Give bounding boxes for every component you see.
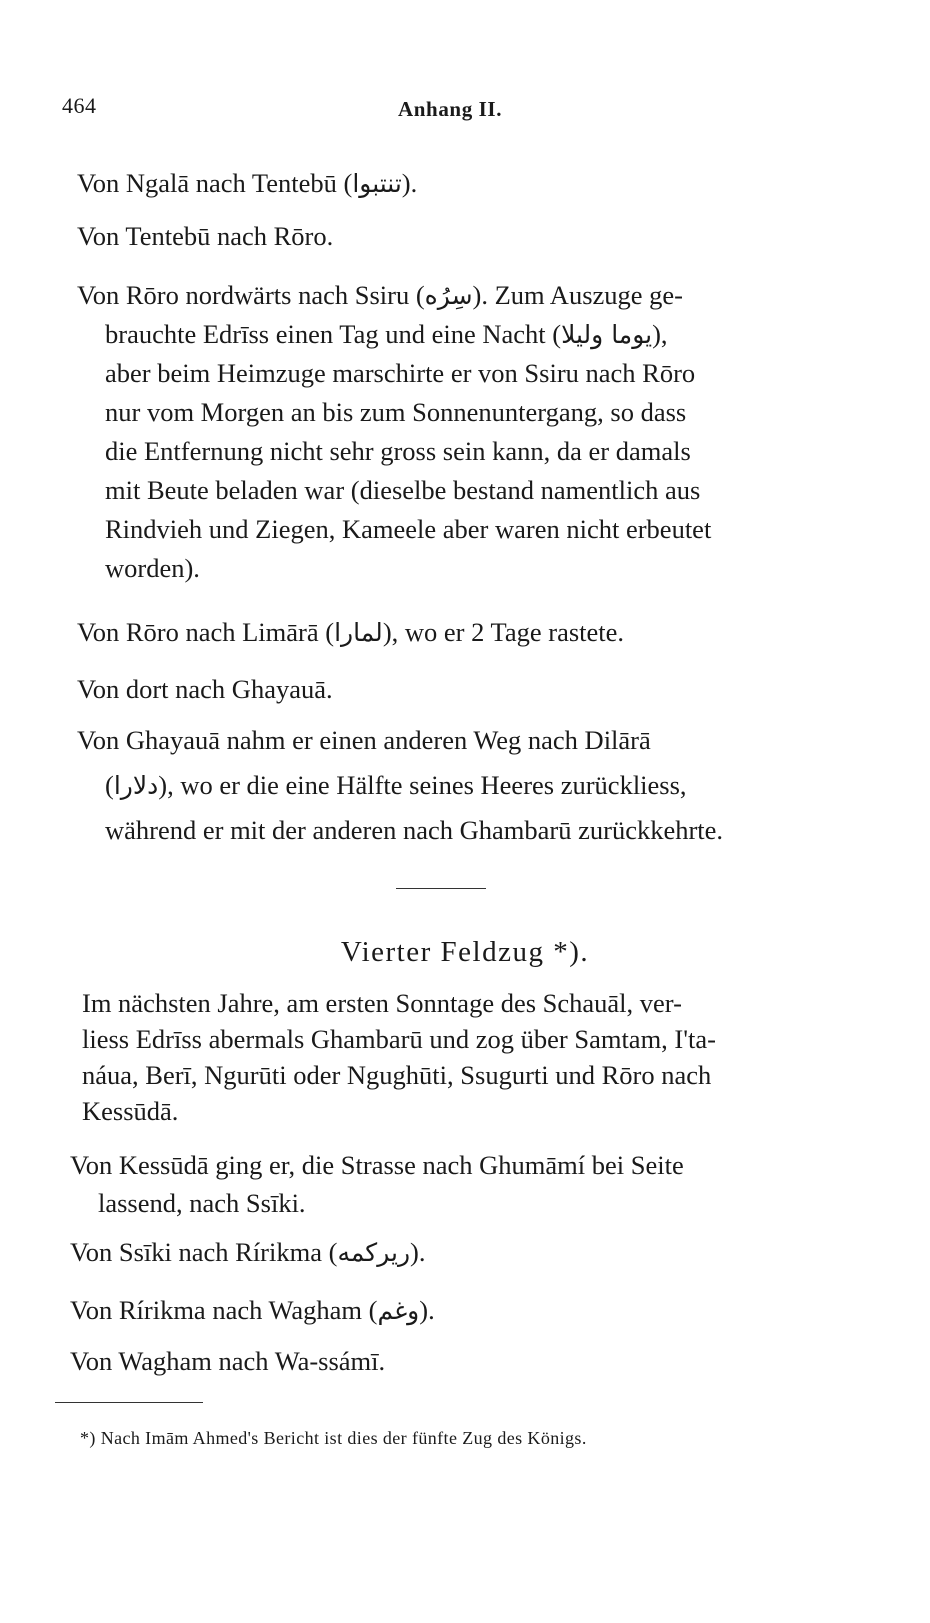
text-span: ). xyxy=(410,1237,426,1267)
arabic-name: لمارا xyxy=(334,618,383,647)
arabic-name: دلارا xyxy=(113,771,159,800)
route-paragraph xyxy=(77,276,837,588)
text-line: aber beim Heimzuge marschirte er von Ssiru nach Rōro xyxy=(105,358,696,388)
route-paragraph xyxy=(77,217,837,256)
text-line xyxy=(70,1233,830,1272)
text-span: brauchte Edrīss einen Tag und eine Nacht ( xyxy=(105,319,562,349)
text-line xyxy=(70,1291,830,1330)
footnote-rule xyxy=(55,1402,203,1403)
route-paragraph xyxy=(70,1291,830,1330)
body-paragraph xyxy=(82,985,836,1129)
text-span: ). xyxy=(419,1295,435,1325)
text-line: während er mit der anderen nach Ghambarū zurückkehrte. xyxy=(105,815,724,845)
route-paragraph xyxy=(77,718,837,853)
text-span: Von Rōro nordwärts nach Ssiru ( xyxy=(77,280,425,310)
section-divider xyxy=(396,888,486,889)
text-line: die Entfernung nicht sehr gross sein kann, da er damals xyxy=(105,436,691,466)
text-line xyxy=(77,613,837,652)
arabic-name: يوما وليلا xyxy=(561,320,653,349)
arabic-name: ريركمه xyxy=(337,1238,411,1267)
text-line: nur vom Morgen an bis zum Sonnenuntergang, so dass xyxy=(105,397,687,427)
text-line: Rindvieh und Ziegen, Kameele aber waren nicht erbeutet xyxy=(105,514,712,544)
route-paragraph xyxy=(70,1146,830,1222)
text-line xyxy=(77,763,837,808)
text-line: mit Beute beladen war (dieselbe bestand namentlich aus xyxy=(105,475,701,505)
text-line: náua, Berī, Ngurūti oder Ngughūti, Ssugurti und Rōro nach xyxy=(82,1060,712,1090)
text-line: Im nächsten Jahre, am ersten Sonntage des Schauāl, ver- xyxy=(82,988,682,1018)
route-paragraph xyxy=(70,1342,830,1381)
text-line xyxy=(77,276,837,315)
text-line: Von Tentebū nach Rōro. xyxy=(77,221,334,251)
text-span: ), wo er die eine Hälfte seines Heeres zurückliess, xyxy=(158,770,687,800)
running-head: Anhang II. xyxy=(398,97,503,121)
route-paragraph xyxy=(77,670,837,709)
text-span: ), xyxy=(652,319,668,349)
route-paragraph xyxy=(77,613,837,652)
footnote: *) Nach Imām Ahmed's Bericht ist dies der fünfte Zug des Königs. xyxy=(80,1428,587,1448)
text-span: ). xyxy=(401,168,418,198)
text-line: Von Ghayauā nahm er einen anderen Weg nach Dilārā xyxy=(77,725,651,755)
arabic-name: سِرُه xyxy=(424,281,473,310)
text-line: Von Kessūdā ging er, die Strasse nach Ghumāmí bei Seite xyxy=(70,1150,684,1180)
arabic-name: تنتبوا xyxy=(352,169,402,198)
text-span: ( xyxy=(105,770,114,800)
text-line: Kessūdā. xyxy=(82,1096,179,1126)
text-span: ), wo er 2 Tage rastete. xyxy=(382,617,625,647)
text-line: lassend, nach Ssīki. xyxy=(98,1188,306,1218)
text-span: Von Ngalā nach Tentebū ( xyxy=(77,168,353,198)
text-span: Von Rírikma nach Wagham ( xyxy=(70,1295,378,1325)
arabic-name: وغم xyxy=(377,1296,420,1325)
route-paragraph xyxy=(70,1233,830,1272)
text-line: Von Wagham nach Wa-ssámī. xyxy=(70,1346,386,1376)
text-span: Von Ssīki nach Rírikma ( xyxy=(70,1237,338,1267)
section-heading: Vierter Feldzug *). xyxy=(340,936,590,968)
page-number: 464 xyxy=(62,93,97,118)
text-line: Von dort nach Ghayauā. xyxy=(77,674,333,704)
text-line xyxy=(77,315,837,354)
text-line: worden). xyxy=(105,553,200,583)
text-line xyxy=(77,164,837,203)
text-line: liess Edrīss abermals Ghambarū und zog über Samtam, I'ta- xyxy=(82,1024,716,1054)
text-span: ). Zum Auszuge ge- xyxy=(472,280,683,310)
route-paragraph xyxy=(77,164,837,203)
text-span: Von Rōro nach Limārā ( xyxy=(77,617,335,647)
